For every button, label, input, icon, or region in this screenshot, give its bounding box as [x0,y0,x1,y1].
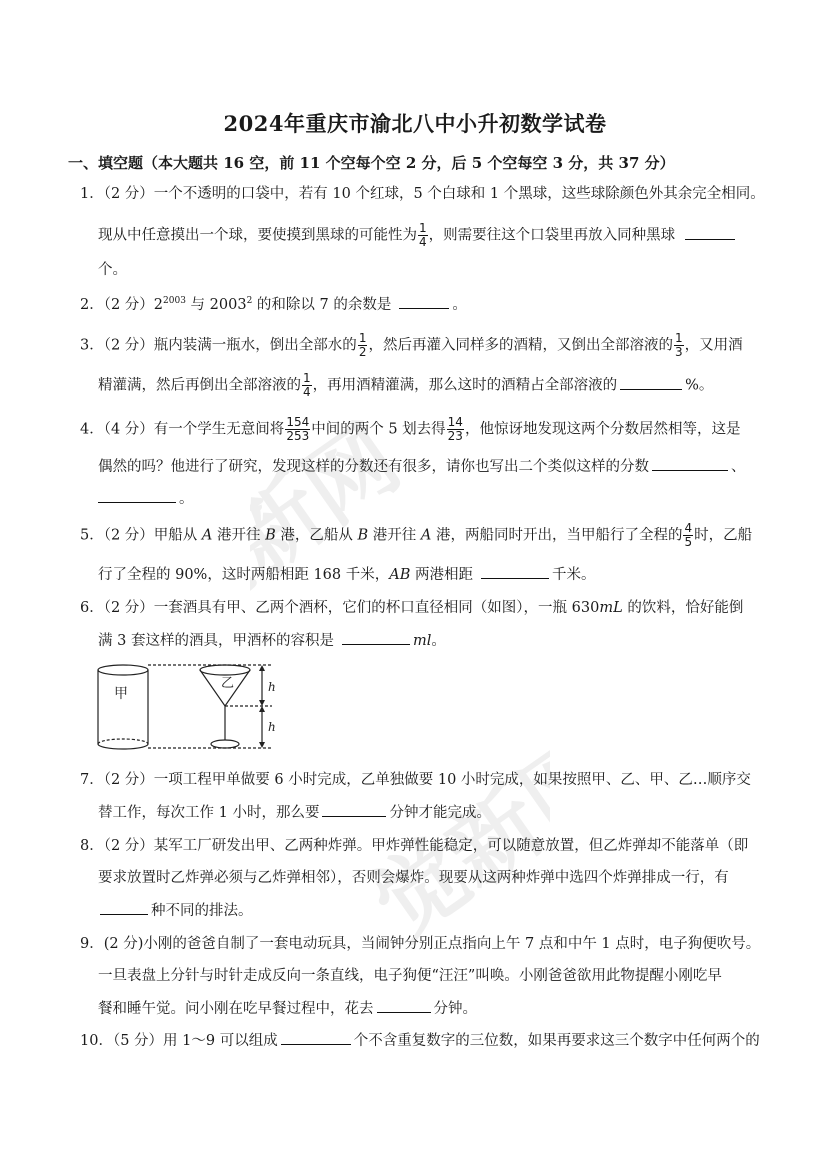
q6-text-l1b: 的饮料，恰好能倒 [622,600,744,616]
q4-text-l2: 偶然的吗？他进行了研究，发现这样的分数还有很多，请你也写出二个类似这样的分数 [98,459,649,475]
q5-answer-blank[interactable] [481,564,549,579]
q8-text-l3: 种不同的排法。 [151,903,253,919]
arrow-up-1 [259,665,265,671]
q3-f3-num: 1 [303,371,311,385]
q7-text-l2a: 替工作，每次工作 1 小时，那么要 [98,805,320,821]
q3-text-a: 3．（2 分）瓶内装满一瓶水，倒出全部水的 [80,337,357,354]
q4-fraction-1 [285,416,310,443]
q3-fraction-2 [674,332,684,359]
watermark-text-1: 觉新网 [250,405,419,647]
q3-f2-den: 3 [674,345,683,359]
q3-line1 [80,332,743,359]
q8-line2: 要求放置时乙炸弹必须与乙炸弹相邻），否则会爆炸。现要从这两种炸弹中选四个炸弹排成一行，有 [98,870,729,886]
section-heading: 一、填空题（本大题共 16 空，前 11 个空每个空 2 分，后 5 个空每空 3 分，共 37 分） [68,154,675,172]
q3-text-l2c: %。 [685,377,714,394]
q9-text-l3b: 分钟。 [433,1001,477,1017]
q3-f2-num: 1 [674,331,683,345]
q3-f1-num: 1 [358,331,367,345]
q9-line2: 一旦表盘上分针与时针走成反向一条直线，电子狗便“汪汪”叫唤。小刚爸爸欲用此物提醒小刚吃早 [98,968,722,984]
q3-f1-den: 2 [358,345,367,359]
q6-figure [90,660,290,760]
q5-line1 [80,522,752,549]
q6-text-l2b: 。 [431,633,446,649]
q1-answer-blank[interactable] [685,225,735,240]
arrow-down-1 [259,700,265,706]
q5-text-c: 港，乙船从 [275,527,358,544]
label-h1: h [268,680,276,694]
q4-f1-num: 154 [286,415,310,429]
q5-text-a: 5．（2 分）甲船从 [80,527,202,544]
q4-f1-den: 253 [286,429,310,443]
q2-text-b: 与 2003 [185,297,247,313]
q5-var-ab: AB [389,567,411,583]
q3-answer-blank[interactable] [620,375,682,390]
q5-text-f: 时，乙船 [694,527,753,544]
q7-answer-blank[interactable] [322,802,386,817]
q5-text-d: 港开往 [368,527,421,544]
q9-text-l3a: 餐和睡午觉。问小刚在吃早餐过程中，花去 [98,1001,374,1017]
q4-answer-blank-1[interactable] [652,456,728,471]
q1-line1: 1．（2 分）一个不透明的口袋中，若有 10 个红球，5 个白球和 1 个黑球，这些球除颜色外其余完全相同。 [80,186,765,202]
q6-text-l1a: 6．（2 分）一套酒具有甲、乙两个酒杯，它们的杯口直径相同（如图），一瓶 630 [80,600,600,616]
q5-text-l2a: 行了全程的 90%，这时两船相距 168 千米， [98,567,390,583]
q7-text-l2b: 分钟才能完成。 [389,805,491,821]
q10-text-a: 10．（5 分）用 1～9 可以组成 [80,1033,278,1049]
q5-line2 [98,564,595,585]
q9-line3 [98,998,477,1019]
q1-line3: 个。 [98,262,127,278]
q3-text-c: ，又用酒 [684,337,743,354]
q4-line3 [98,488,194,509]
q6-answer-blank[interactable] [342,630,410,645]
q4-f2-num: 14 [447,415,463,429]
q2-text-c: 的和除以 7 的余数是 [252,297,392,313]
label-yi: 乙 [221,676,235,691]
glass-base [211,740,239,748]
label-h2: h [268,720,276,734]
q1-frac-den: 4 [419,235,427,249]
q4-f2-den: 23 [447,429,463,443]
q6-unit-ml: mL [599,600,623,616]
q3-fraction-1 [358,332,368,359]
q2-exp2: 2 [246,296,253,306]
q9-answer-blank[interactable] [377,998,431,1013]
arrow-down-2 [259,742,265,748]
q1-text-b: ，则需要往这个口袋里再放入同种黑球 [428,227,676,244]
glasses-diagram [90,660,290,756]
q7-line2 [98,802,491,823]
q6-unit-ml2: ml [412,633,432,649]
q4-text-l2end: 、 [731,459,746,475]
page-title: 2024年重庆市渝北八中小升初数学试卷 [223,111,607,136]
q4-fraction-2 [447,416,464,443]
q2-answer-blank[interactable] [399,294,449,309]
q3-text-l2a: 精灌满，然后再倒出全部溶液的 [98,377,301,394]
q6-line1 [80,598,743,618]
q3-line2 [98,372,713,399]
cone-top [200,665,250,675]
q6-text-l2a: 满 3 套这样的酒具，甲酒杯的容积是 [98,633,334,649]
q5-text-e: 港，两船同时开出，当甲船行了全程的 [431,527,683,544]
q2-line [80,294,467,315]
q9-line1: 9．(2 分)小刚的爸爸自制了一套电动玩具，当闹钟分别正点指向上午 7 点和中午 1 点时，电子狗便吹号。 [80,936,761,952]
q10-answer-blank[interactable] [281,1030,351,1045]
cylinder-top [98,665,148,675]
q1-line2 [98,222,738,249]
q5-var-b: B [265,527,276,544]
q1-fraction [418,222,428,249]
q7-line1: 7．（2 分）一项工程甲单做要 6 小时完成，乙单独做要 10 小时完成，如果按照甲、乙、甲、乙…顺序交 [80,772,751,788]
q3-f3-den: 4 [303,385,311,399]
arrow-up-2 [259,706,265,712]
q5-text-b: 港开往 [212,527,266,544]
q2-text-a: 2．（2 分）2 [80,297,164,313]
q3-text-l2b: ，再用酒精灌满，那么这时的酒精占全部溶液的 [312,377,618,394]
q5-f-num: 4 [684,521,693,535]
q5-var-b2: B [357,527,369,544]
q8-answer-blank[interactable] [100,900,148,915]
cylinder-bottom-hidden [98,739,148,744]
q4-line1 [80,416,740,443]
watermark-text-2: 觉新网 [354,716,550,959]
cylinder-bottom [98,744,148,749]
q6-line2 [98,630,446,651]
q5-fraction [683,522,693,549]
q10-line1 [80,1030,760,1051]
q5-var-a2: A [420,527,432,544]
q4-line2 [98,456,746,477]
q5-var-a: A [201,527,213,544]
q4-answer-blank-2[interactable] [98,488,176,503]
q5-text-l2c: 千米。 [551,567,596,583]
q2-exp1: 2003 [163,296,186,306]
q4-text-b: 中间的两个 5 划去得 [311,421,446,438]
q8-line1: 8．（2 分）某军工厂研发出甲、乙两种炸弹。甲炸弹性能稳定，可以随意放置，但乙炸弹却不能落单（即 [80,838,749,854]
q5-text-l2b: 两港相距 [410,567,473,583]
q4-text-a: 4．（4 分）有一个学生无意间将 [80,421,285,438]
q8-line3 [98,900,253,921]
q3-text-b: ，然后再灌入同样多的酒精，又倒出全部溶液的 [368,337,673,354]
q4-text-l3: 。 [179,491,194,507]
q10-text-b: 个不含重复数字的三位数，如果再要求这三个数字中任何两个的 [353,1033,760,1049]
q4-text-c: ，他惊讶地发现这两个分数居然相等，这是 [464,421,741,438]
q2-text-d: 。 [452,297,467,313]
label-jia: 甲 [114,686,128,702]
q5-f-den: 5 [684,535,693,549]
q3-fraction-3 [302,372,312,399]
q1-frac-num: 1 [419,221,427,235]
q1-text-a: 现从中任意摸出一个球，要使摸到黑球的可能性为 [98,227,417,244]
